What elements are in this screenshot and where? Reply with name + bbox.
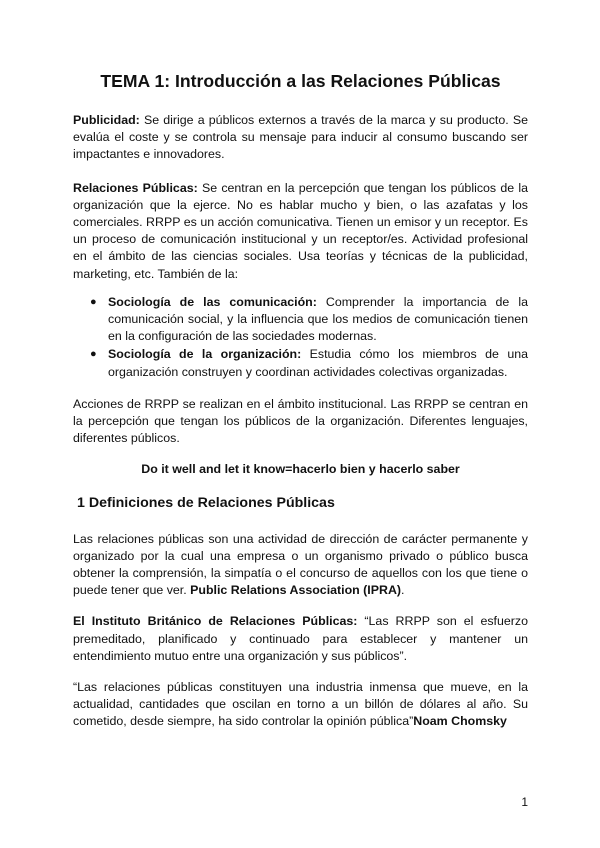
bullet-list xyxy=(73,294,528,381)
bullet-label: Sociología de la organización: xyxy=(108,347,302,362)
bullet-icon: ● xyxy=(90,295,97,308)
document-title: TEMA 1: Introducción a las Relaciones Públicas xyxy=(100,71,501,91)
page-number: 1 xyxy=(521,795,528,809)
paragraph-acciones: Acciones de RRPP se realizan en el ámbito institucional. Las RRPP se centran en la percepción que tengan los públicos de la organización. Diferentes lenguajes, diferentes públicos. xyxy=(73,396,528,446)
bullet-text: Estudia cómo los miembros de una organización construyen y coordinan actividades colectivas organizadas. xyxy=(108,347,528,379)
paragraph-publicidad xyxy=(73,112,528,164)
bullet-icon: ● xyxy=(90,348,97,361)
section-heading: 1 Definiciones de Relaciones Públicas xyxy=(77,494,335,511)
bullet-text: Comprender la importancia de la comunicación social, y la influencia que los medios de comunicación tienen en la configuración de las sociedades modernas. xyxy=(108,294,528,344)
motto: Do it well and let it know=hacerlo bien y hacerlo saber xyxy=(141,462,460,477)
definition-ipra-end: . xyxy=(401,583,405,598)
paragraph-relaciones-publicas xyxy=(73,180,528,283)
chomsky-quote-text: “Las relaciones públicas constituyen una industria inmensa que mueve, en la actualidad, cantidades que oscilan en torno a un billón de dólares al año. Su cometido, desde siempre, ha sido controlar la opinión pública” xyxy=(73,680,528,729)
relaciones-publicas-text: Se centran en la percepción que tengan los públicos de la organización que la ejerce. No es hablar mucho y bien, o las azafatas y los comerciales. RRPP es un acción comunicativa. Tienen un emisor y un receptor. Es un proceso de comunicación institucional y un receptor/es. Actividad profesional en el ámbito de las ciencias sociales. Usa teorías y técnicas de la publicidad, marketing, etc. También de la: xyxy=(73,180,528,281)
document-body xyxy=(73,70,528,731)
list-item xyxy=(73,346,528,380)
definition-ipra-text: Las relaciones públicas son una actividad de dirección de carácter permanente y organizado por la cual una empresa o un organismo privado o público busca obtener la comprensión, la simpatía o el concurso de aquellos con los que tiene o puede tener que ver. xyxy=(73,531,528,598)
chomsky-author: Noam Chomsky xyxy=(413,714,507,729)
bullet-label: Sociología de las comunicación: xyxy=(108,294,317,309)
publicidad-text: Se dirige a públicos externos a través de la marca y su producto. Se evalúa el coste y se controla su mensaje para inducir al consumo buscando ser impactantes e innovadores. xyxy=(73,113,528,162)
instituto-label: El Instituto Británico de Relaciones Públicas: xyxy=(73,614,358,629)
definition-ipra-source: Public Relations Association (IPRA) xyxy=(190,583,402,598)
paragraph-instituto-britanico xyxy=(73,613,528,665)
paragraph-chomsky-quote xyxy=(73,679,528,731)
instituto-text: “Las RRPP son el esfuerzo premeditado, planificado y continuado para establecer y mantener un entendimiento mutuo entre una organización y sus públicos”. xyxy=(73,614,528,663)
paragraph-definition-ipra xyxy=(73,531,528,600)
list-item xyxy=(73,294,528,346)
publicidad-label: Publicidad: xyxy=(73,113,140,127)
relaciones-publicas-label: Relaciones Públicas: xyxy=(73,180,198,195)
